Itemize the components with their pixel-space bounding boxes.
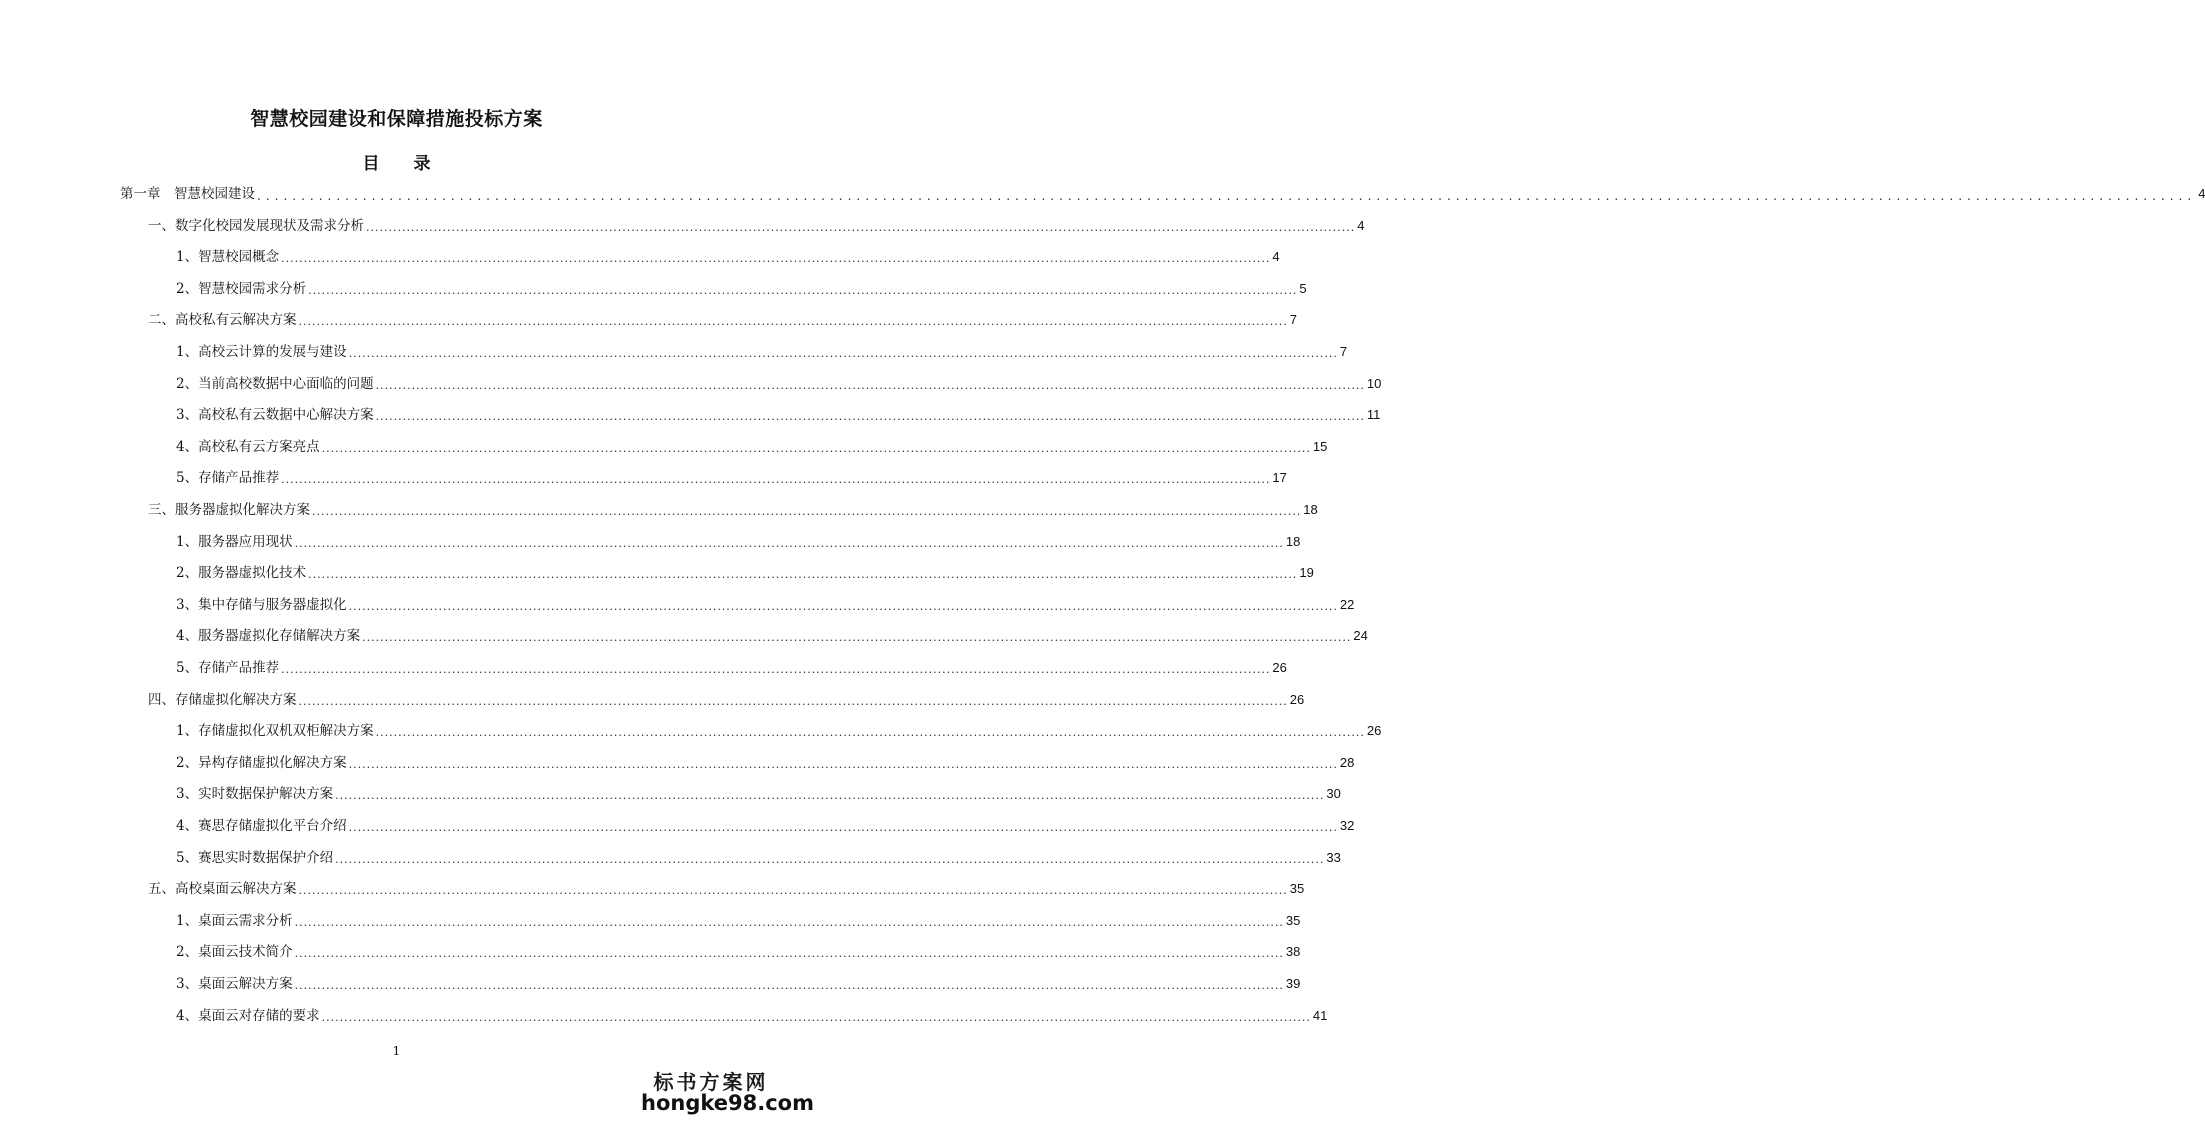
toc-entry-label: 5、存储产品推荐 (176, 660, 280, 676)
toc-entry[interactable] (176, 971, 1301, 993)
toc-entry-label: 1、高校云计算的发展与建设 (176, 344, 347, 360)
toc-dot-leader: ............................................................................................................................................................................................................................ (308, 568, 1298, 582)
toc-entry[interactable] (148, 687, 1305, 709)
toc-entry-page: 24 (1353, 628, 1368, 644)
toc-entry[interactable] (176, 939, 1301, 961)
toc-dot-leader: ............................................................................................................................................................................................................................ (294, 947, 1284, 961)
toc-entry[interactable] (176, 623, 1368, 645)
toc-entry-page: 33 (1326, 849, 1341, 865)
toc-entry-page: 41 (1312, 1007, 1328, 1023)
toc-heading: 目 录 (362, 154, 445, 174)
toc-dot-leader: ............................................................................................................................................................................................................................ (348, 347, 1338, 360)
toc-entry[interactable] (176, 908, 1301, 930)
page-number: 1 (392, 1044, 401, 1058)
toc-dot-leader: ............................................................................................................................................................................................................................ (298, 884, 1288, 898)
toc-dot-leader: ............................................................................................................................................................................................................................ (366, 220, 1356, 234)
toc-dot-leader: ............................................................................................................................................................................................................................ (257, 189, 2197, 203)
toc-dot-leader: ............................................................................................................................................................................................................................ (281, 473, 1271, 487)
toc-dot-leader: ............................................................................................................................................................................................................................ (348, 757, 1338, 771)
toc-entry-page: 15 (1312, 438, 1328, 454)
toc-dot-leader: ............................................................................................................................................................................................................................ (335, 852, 1325, 866)
toc-entry-page: 19 (1299, 565, 1314, 581)
toc-dot-leader: ............................................................................................................................................................................................................................ (281, 252, 1271, 266)
toc-entry-page: 22 (1339, 596, 1355, 612)
toc-entry-label: 1、服务器应用现状 (176, 533, 293, 550)
toc-entry-page: 10 (1366, 375, 1382, 391)
toc-entry-page: 4 (2198, 186, 2205, 201)
toc-entry-label: 5、赛思实时数据保护介绍 (176, 849, 334, 866)
toc-entry[interactable] (176, 718, 1382, 740)
toc-dot-leader: ............................................................................................................................................................................................................................ (321, 1010, 1311, 1024)
toc-entry[interactable] (148, 213, 1365, 235)
toc-entry-page: 30 (1326, 786, 1341, 802)
toc-entry-label: 2、服务器虚拟化技术 (176, 565, 307, 582)
toc-entry-page: 32 (1339, 818, 1355, 833)
toc-dot-leader: ............................................................................................................................................................................................................................ (281, 663, 1271, 676)
toc-entry-label: 4、桌面云对存储的要求 (176, 1007, 320, 1024)
toc-entry-page: 35 (1285, 912, 1301, 928)
toc-entry-label: 2、当前高校数据中心面临的问题 (176, 375, 374, 392)
toc-entry-page: 28 (1339, 754, 1355, 770)
toc-entry[interactable] (176, 371, 1382, 393)
toc-dot-leader: ............................................................................................................................................................................................................................ (348, 821, 1338, 834)
toc-entry-label: 三、服务器虚拟化解决方案 (148, 502, 310, 518)
toc-entry[interactable] (176, 750, 1355, 772)
document-title: 智慧校园建设和保障措施投标方案 (250, 108, 543, 130)
toc-dot-leader: ............................................................................................................................................................................................................................ (375, 410, 1365, 424)
toc-entry-label: 4、服务器虚拟化存储解决方案 (176, 628, 361, 645)
toc-dot-leader: ............................................................................................................................................................................................................................ (294, 536, 1284, 550)
toc-entry-page: 26 (1272, 660, 1287, 675)
toc-entry-page: 39 (1285, 976, 1301, 991)
toc-entry[interactable] (176, 402, 1381, 424)
toc-entry-page: 26 (1366, 723, 1382, 739)
toc-dot-leader: ............................................................................................................................................................................................................................ (312, 505, 1302, 518)
toc-entry-label: 3、高校私有云数据中心解决方案 (176, 407, 374, 424)
toc-entry-page: 4 (1272, 249, 1280, 265)
toc-dot-leader: ............................................................................................................................................................................................................................ (298, 315, 1288, 329)
toc-entry-page: 11 (1366, 407, 1381, 423)
toc-entry[interactable] (176, 465, 1287, 487)
toc-entry[interactable] (176, 781, 1341, 803)
toc-entry[interactable] (148, 307, 1297, 329)
toc-entry-label: 2、智慧校园需求分析 (176, 280, 307, 297)
toc-dot-leader: ............................................................................................................................................................................................................................ (321, 441, 1311, 455)
toc-entry-page: 38 (1285, 944, 1301, 960)
toc-entry-page: 35 (1289, 881, 1305, 897)
toc-entry[interactable] (176, 655, 1287, 677)
toc-dot-leader: ............................................................................................................................................................................................................................ (298, 694, 1288, 708)
toc-entry-label: 1、桌面云需求分析 (176, 912, 293, 929)
toc-dot-leader: ............................................................................................................................................................................................................................ (362, 631, 1352, 645)
toc-entry-label: 3、集中存储与服务器虚拟化 (176, 596, 347, 613)
toc-entry[interactable] (176, 339, 1348, 361)
watermark-url: hongke98.com (641, 1091, 814, 1115)
toc-entry-label: 1、存储虚拟化双机双柜解决方案 (176, 723, 374, 740)
toc-dot-leader: ............................................................................................................................................................................................................................ (294, 915, 1284, 929)
toc-entry[interactable] (176, 813, 1355, 835)
toc-entry-page: 26 (1289, 691, 1305, 707)
toc-entry-page: 7 (1339, 344, 1348, 359)
watermark-name: 标书方案网 (653, 1070, 769, 1094)
toc-dot-leader: ............................................................................................................................................................................................................................ (348, 599, 1338, 613)
toc-entry-label: 二、高校私有云解决方案 (148, 312, 297, 329)
toc-dot-leader: ............................................................................................................................................................................................................................ (335, 789, 1325, 803)
toc-dot-leader: ............................................................................................................................................................................................................................ (308, 283, 1298, 297)
toc-entry[interactable] (120, 181, 2205, 203)
toc-entry-page: 5 (1299, 280, 1307, 296)
toc-entry-label: 一、数字化校园发展现状及需求分析 (148, 217, 364, 234)
toc-entry-page: 17 (1272, 470, 1287, 486)
toc-dot-leader: ............................................................................................................................................................................................................................ (375, 726, 1365, 740)
toc-entry-page: 18 (1285, 533, 1301, 549)
toc-entry-page: 18 (1303, 502, 1318, 517)
toc-entry[interactable] (176, 434, 1328, 456)
toc-entry[interactable] (176, 276, 1307, 298)
toc-entry-page: 4 (1357, 217, 1365, 233)
watermark-logo (641, 1066, 814, 1115)
toc-entry-label: 四、存储虚拟化解决方案 (148, 691, 297, 708)
toc-entry[interactable] (148, 876, 1305, 898)
toc-entry-label: 2、桌面云技术简介 (176, 944, 293, 961)
toc-entry-label: 2、异构存储虚拟化解决方案 (176, 754, 347, 771)
toc-entry[interactable] (176, 845, 1341, 867)
toc-entry-label: 5、存储产品推荐 (176, 470, 280, 487)
toc-entry[interactable] (176, 560, 1314, 582)
toc-entry-label: 3、实时数据保护解决方案 (176, 786, 334, 803)
toc-dot-leader: ............................................................................................................................................................................................................................ (294, 979, 1284, 992)
toc-entry-label: 3、桌面云解决方案 (176, 976, 293, 992)
toc-entry[interactable] (176, 244, 1280, 266)
toc-entry-label: 第一章 智慧校园建设 (120, 186, 255, 202)
toc-entry-label: 1、智慧校园概念 (176, 249, 280, 266)
toc-entry[interactable] (176, 1003, 1328, 1025)
toc-entry[interactable] (176, 529, 1301, 551)
toc-entry-page: 7 (1289, 312, 1297, 328)
toc-entry-label: 4、高校私有云方案亮点 (176, 438, 320, 455)
toc-dot-leader: ............................................................................................................................................................................................................................ (375, 378, 1365, 392)
toc-entry-label: 4、赛思存储虚拟化平台介绍 (176, 818, 347, 834)
toc-entry[interactable] (176, 592, 1355, 614)
toc-entry-label: 五、高校桌面云解决方案 (148, 881, 297, 898)
toc-entry[interactable] (148, 497, 1318, 519)
